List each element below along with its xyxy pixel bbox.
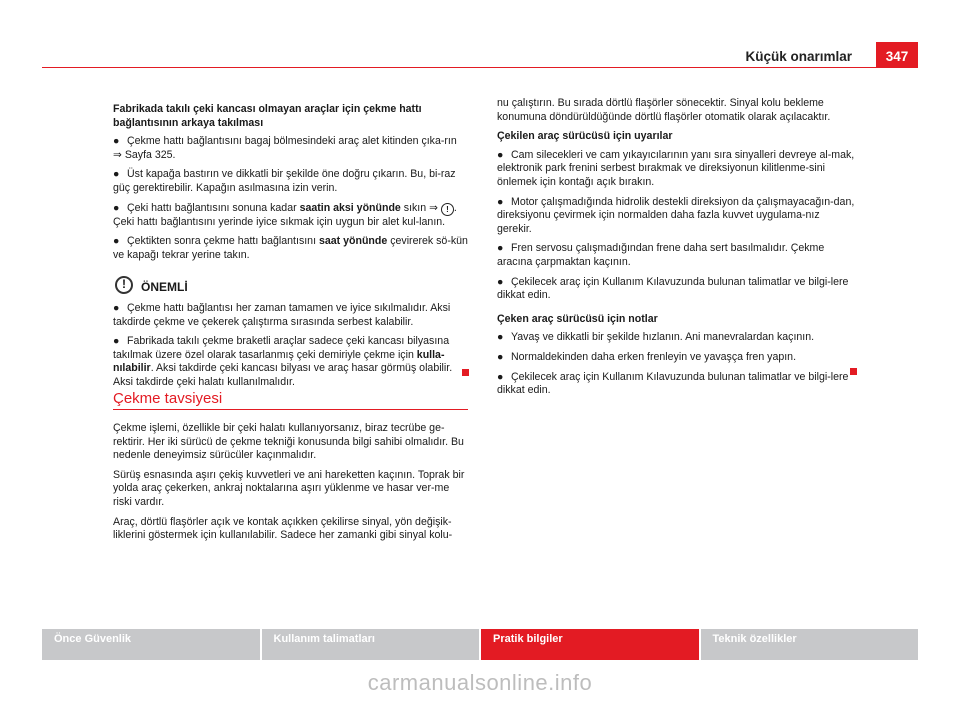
bullet-icon: ● (113, 335, 120, 348)
footer-nav (42, 629, 918, 660)
bullet-icon: ● (497, 148, 504, 161)
bullet-icon: ● (497, 370, 504, 383)
bullet-icon: ● (113, 235, 120, 248)
watermark: carmanualsonline.info (367, 670, 593, 695)
left-bullet-4: ● Çektikten sonra çekme hattı bağlantısını saat yönünde çevirerek sö-kün ve kapağı tekrar yerine takın. (113, 235, 468, 261)
list-item: ● Motor çalışmadığında hidrolik destekli direksiyon da çalışmayacağın-dan, direksiyonu çevirmek için normalden daha fazla kuvvet uygulama-nız gerekir. (497, 195, 855, 235)
list-item: ● Normaldekinden daha erken frenleyin ve yavaşça fren yapın. (497, 350, 797, 363)
tab-kullanim-talimatlari[interactable]: Kullanım talimatları (262, 629, 480, 660)
page-number: 347 (876, 42, 918, 67)
left-column (113, 103, 468, 396)
section-end-marker (850, 368, 857, 375)
bullet-icon: ● (497, 350, 504, 363)
section-body (113, 422, 468, 549)
warning-icon: ! (115, 276, 133, 294)
right-intro: nu çalıştırın. Bu sırada dörtlü flaşörler sönecektir. Sinyal kolu bekleme konumuna döndürüldüğünde dörtlü flaşörler otomatik olarak açılacaktır. (497, 97, 831, 123)
list-item: ● Fren servosu çalışmadığından frene daha sert basılmalıdır. Çekme aracına çarpmaktan kaçının. (497, 242, 825, 268)
warning-header (113, 275, 468, 295)
right-column (497, 97, 855, 404)
warning-bullet-1: ● Çekme hattı bağlantısı her zaman tamamen ve iyice sıkılmalıdır. Aksi takdirde çekme ve çekerek çalıştırma sırasında serbest kalabilir. (113, 301, 451, 328)
warning-title: ÖNEMLİ (141, 280, 188, 295)
left-bullet-3: ● Çeki hattı bağlantısını sonuna kadar saatin aksi yönünde sıkın ⇒ ! . Çeki hattı bağlantısını yerinde iyice sıkmak için uygun bir alet kul-lanın. (113, 201, 457, 228)
left-heading: Fabrikada takılı çeki kancası olmayan araçlar için çekme hattı bağlantısının arkaya takılması (113, 103, 422, 129)
page-header-title: Küçük onarımlar (745, 49, 852, 64)
left-bullet-2: ● Üst kapağa bastırın ve dikkatli bir şekilde öne doğru çıkarın. Bu, bi-raz güç gerektirebilir. Kapağın asılmasına izin verin. (113, 168, 456, 194)
section-paragraph: Sürüş esnasında aşırı çekiş kuvvetleri ve ani hareketten kaçının. Toprak bir yolda araç çekerken, ankraj noktalarına aşırı yüklenme ve hasar ver-me riski vardır. (113, 468, 465, 508)
bullet-icon: ● (113, 201, 120, 214)
right-heading-1: Çekilen araç sürücüsü için uyarılar (497, 130, 673, 143)
tab-once-guvenlik[interactable]: Önce Güvenlik (42, 629, 260, 660)
bullet-icon: ● (113, 301, 120, 314)
list-item: ● Çekilecek araç için Kullanım Kılavuzunda bulunan talimatlar ve bilgi-lere dikkat edin. (497, 370, 849, 397)
bullet-icon: ● (497, 275, 504, 288)
bullet-icon: ● (497, 331, 504, 344)
right-heading-2: Çeken araç sürücüsü için notlar (497, 312, 658, 325)
bullet-icon: ● (497, 195, 504, 208)
section-paragraph: Araç, dörtlü flaşörler açık ve kontak açıkken çekilirse sinyal, yön değişik-liklerini göstermek için kullanılabilir. Sadece her zamanki gibi sinyal kolu- (113, 515, 453, 542)
list-item: ● Yavaş ve dikkatli bir şekilde hızlanın. Ani manevralardan kaçının. (497, 331, 815, 344)
header-divider (42, 67, 918, 68)
warning-ref-icon[interactable]: ! (441, 203, 454, 216)
section-title: Çekme tavsiyesi (113, 390, 223, 407)
bullet-icon: ● (113, 135, 120, 148)
bullet-icon: ● (497, 242, 504, 255)
section-end-marker (462, 369, 469, 376)
section-divider (113, 409, 468, 410)
list-item: ● Çekilecek araç için Kullanım Kılavuzunda bulunan talimatlar ve bilgi-lere dikkat edin. (497, 275, 849, 302)
bullet-icon: ● (113, 168, 120, 181)
left-bullet-1: ● Çekme hattı bağlantısını bagaj bölmesindeki araç alet kitinden çıka-rın ⇒ Sayfa 325. (113, 135, 457, 161)
warning-bullet-2: ● Fabrikada takılı çekme braketli araçlar sadece çeki kancası bilyasına takılmak üzere özel olarak tasarlanmış çeki demiriyle çekme için kulla-nılabilir. Aksi takdirde çeki kancası bilyası ve araç hasar görmüş olabilir. Aksi takdirde çeki halatı kullanılmalıdır. (113, 335, 453, 388)
tab-teknik-ozellikler[interactable]: Teknik özellikler (701, 629, 919, 660)
tab-pratik-bilgiler[interactable]: Pratik bilgiler (481, 629, 699, 660)
section-paragraph: Çekme işlemi, özellikle bir çeki halatı kullanıyorsanız, biraz tecrübe ge-rektirir. Her iki sürücü de çekme tekniği konusunda bilgi sahibi olmalıdır. Bu nedenle deneyimsiz sürücüler kaçınmalıdır. (113, 422, 464, 462)
list-item: ● Cam silecekleri ve cam yıkayıcılarının yanı sıra sinyalleri devreye al-mak, elektronik park frenini serbest bırakmak ve direksiyonun kilitlenme-sini önlemek için kontağı açık bırakın. (497, 148, 855, 188)
